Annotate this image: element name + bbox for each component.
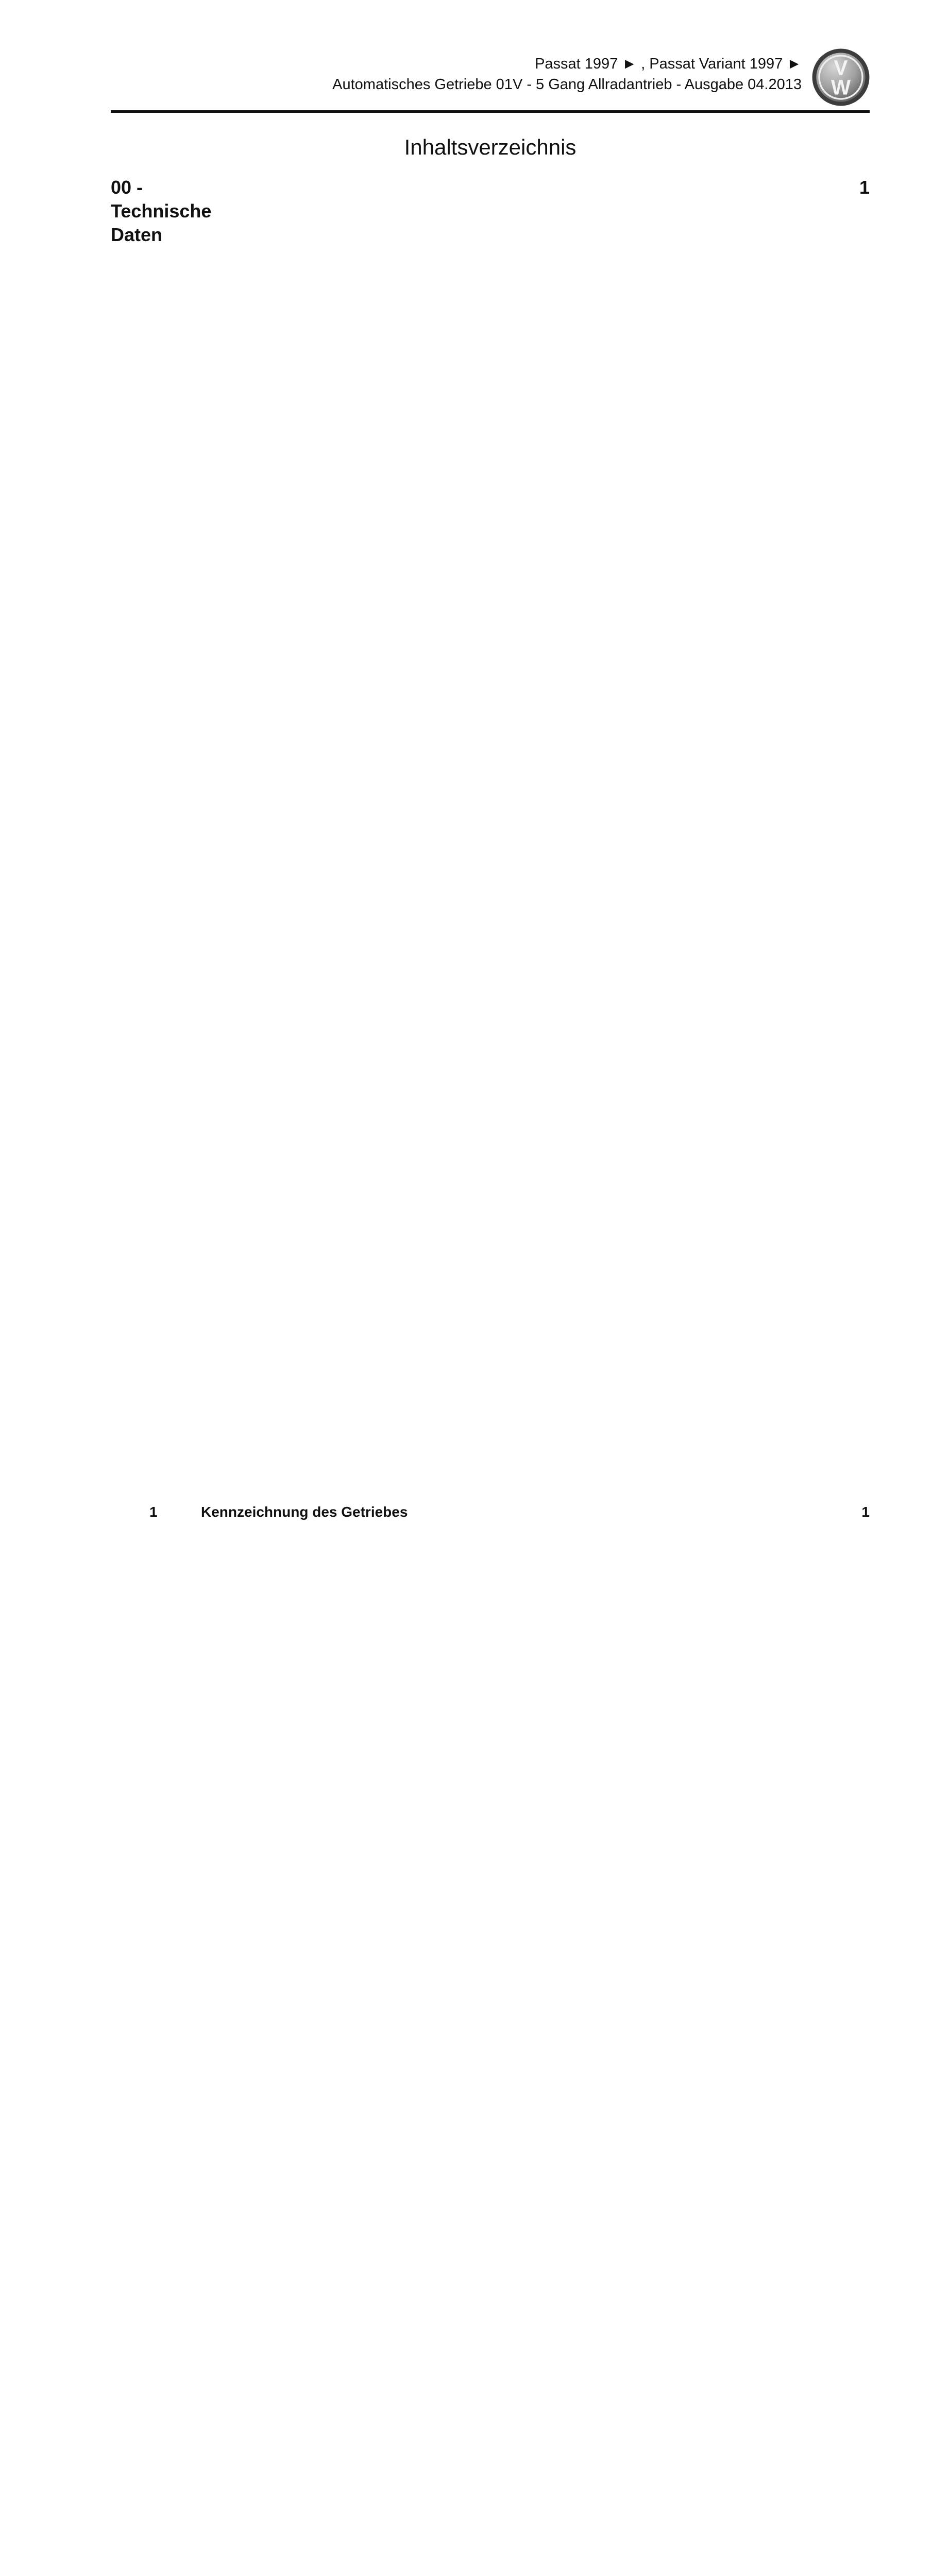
toc-entry-page: 1	[420, 1503, 870, 2576]
header-text	[332, 48, 802, 95]
header-rule	[111, 110, 870, 113]
toc-entry-number: 1	[149, 1504, 158, 1520]
header-model-line: Passat 1997 ► , Passat Variant 1997 ►	[535, 56, 802, 72]
toc-section-title: 00 - Technische Daten	[111, 177, 212, 245]
header-edition-line: Automatisches Getriebe 01V - 5 Gang Allradantrieb - Ausgabe 04.2013	[332, 76, 802, 93]
toc-entry-title: Kennzeichnung des Getriebes	[201, 1504, 408, 1520]
svg-text:V: V	[834, 56, 848, 80]
toc-section-page: 1	[252, 176, 870, 1495]
page-header	[111, 0, 870, 106]
table-of-contents	[111, 176, 870, 2576]
svg-text:W: W	[831, 75, 851, 99]
toc-section	[111, 176, 870, 2576]
toc-entry	[111, 1503, 870, 2576]
toc-section-heading	[111, 176, 870, 1495]
page-title: Inhaltsverzeichnis	[404, 135, 577, 159]
toc-section-entries	[111, 1503, 870, 2576]
vw-logo-icon	[812, 48, 870, 106]
